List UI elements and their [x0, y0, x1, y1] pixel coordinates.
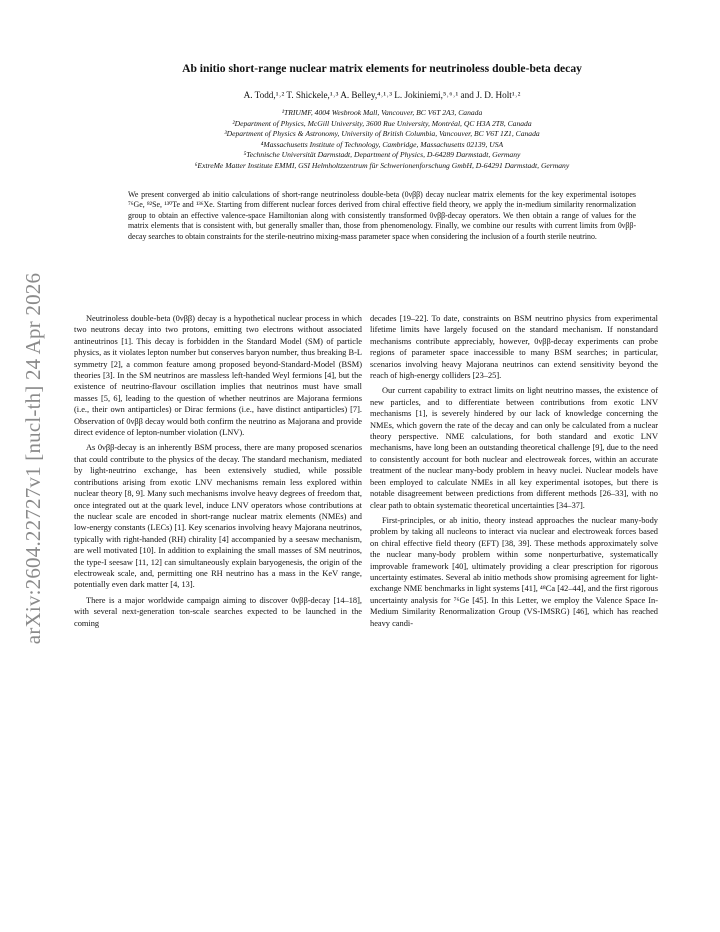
paragraph: As 0νββ-decay is an inherently BSM process, there are many proposed scenarios that could contribute to the physics of the decay. The standard mechanism, mediated by light-neutrino exchange, has been extensively studied, while possible contributions arising from exotic LNV mechanisms remain less explored within nuclear theory [8, 9]. Many such mechanisms involve heavy degrees of freedom that, once integrated out at the quark level, induce LNV operators whose contributions at the nuclear scale are encoded in short-range nuclear matrix elements (NMEs) and low-energy constants (LECs) [1]. Key scenarios involving heavy Majorana neutrinos, typically with right-handed (RH) chirality [4] accompanied by a seesaw mechanism, are well motivated [10]. In addition to explaining the small masses of SM neutrinos, the type-I seesaw [11, 12] can simultaneously explain baryogenesis, the origin of the electroweak scale, and, permitting one RH neutrino has a mass in the KeV range, potentially even dark matter [4, 13]. [74, 443, 362, 590]
affiliation-4: ⁴Massachusetts Institute of Technology, Cambridge, Massachusetts 02139, USA [260, 139, 504, 149]
affiliation-3: ³Department of Physics & Astronomy, University of British Columbia, Vancouver, BC V6T 1Z1, Canada [224, 129, 540, 139]
body-column-right [370, 313, 658, 633]
paragraph: There is a major worldwide campaign aiming to discover 0νββ-decay [14–18], with several next-generation ton-scale searches expected to be launched in the coming [74, 595, 362, 628]
affiliation-5: ⁵Technische Universität Darmstadt, Department of Physics, D-64289 Darmstadt, Germany [243, 150, 521, 160]
abstract: We present converged ab initio calculations of short-range neutrinoless double-beta (0νββ) decay nuclear matrix elements for the key experimental isotopes ⁷⁶Ge, ⁸²Se, ¹³⁰Te and ¹³⁶Xe. Starting from different nuclear forces derived from chiral effective field theory, we apply the in-medium similarity renormalization group to obtain an effective valence-space Hamiltonian along with consistently transformed 0νββ-decay operators. We then obtain a range of values for the matrix elements that is consistent with, but generally smaller than, those from phenomenology. Finally, we combine our results with current limits from 0νββ-decay searches to obtain constraints for the sterile-neutrino mixing-mass parameter space when considering the inclusion of a fourth sterile neutrino. [128, 190, 636, 241]
paragraph: decades [19–22]. To date, constraints on BSM neutrino physics from experimental lifetime limits have largely focused on the standard mechanism. If nonstandard mechanisms contribute appreciably, however, 0νββ-decay experiments can probe regions of parameter space inaccessible to many BSM searches; in particular, scenarios involving heavy Majorana neutrinos can extend sensitivity beyond the reach of high-energy colliders [23–25]. [370, 314, 658, 381]
affiliation-1: ¹TRIUMF, 4004 Wesbrook Mall, Vancouver, BC V6T 2A3, Canada [281, 108, 483, 117]
paper-title: Ab initio short-range nuclear matrix elements for neutrinoless double-beta decay [182, 62, 582, 75]
paragraph: First-principles, or ab initio, theory instead approaches the nuclear many-body problem by taking all nucleons to interact via nuclear and electroweak forces based on chiral effective field theory (EFT) [38, 39]. These methods approximately solve the nuclear many-body problem within some nonperturbative, systematically improvable framework [40], ultimately providing a clear prescription for rigorous uncertainty estimates. Several ab initio methods show promising agreement for light-exchange NME benchmarks in light systems [41], ⁴⁸Ca [42–44], and the first rigorous uncertainty analysis for ⁷⁶Ge [45]. In this Letter, we employ the Valence Space In-Medium Similarity Renormalization Group (VS-IMSRG) [46], which has reached heavy candi- [370, 515, 658, 628]
paragraph: Our current capability to extract limits on light neutrino masses, the existence of new particles, and to differentiate between contributions from exotic LNV mechanisms [1], is severely hindered by our lack of knowledge concerning the NMEs, which govern the rate of the decay and can only be calculated from a nuclear theory perspective. NME calculations, for both standard and exotic LNV mechanisms, have long been an outstanding theoretical challenge [9], due to the need to consistently account for both nuclear and electroweak forces, within an accurate treatment of the nuclear many-body problem in heavy nuclei. Nuclear models have been employed to calculate NMEs in all key experimental isotopes, but there is notable disagreement between predictions from different methods [26–33], with no clear path to obtain systematic theoretical uncertainties [34–37]. [370, 386, 658, 510]
author-list: A. Todd,¹˒² T. Shickele,¹˒³ A. Belley,⁴˒¹˒³ L. Jokiniemi,⁵˒⁶˒¹ and J. D. Holt¹˒² [243, 90, 521, 100]
arxiv-id-text: arXiv:2604.22727v1 [nucl-th] 24 Apr 2026 [21, 272, 46, 644]
body-column-left [74, 313, 362, 633]
affiliations [58, 108, 706, 172]
affiliation-6: ⁶ExtreMe Matter Institute EMMI, GSI Helmholtzzentrum für Schwerionenforschung GmbH, D-64291 Darmstadt, Germany [194, 160, 570, 170]
affiliation-2: ²Department of Physics, McGill University, 3600 Rue University, Montréal, QC H3A 2T8, Canada [232, 118, 532, 128]
paragraph: Neutrinoless double-beta (0νββ) decay is a hypothetical nuclear process in which two neutrons decay into two protons, emitting two electrons without associated antineutrinos [1]. This decay is forbidden in the Standard Model (SM) of particle physics, as it violates lepton number but conserves baryon number, thus breaking B-L symmetry [2], a common feature among proposed beyond-Standard-Model (BSM) theories [3]. In the SM neutrinos are massless left-handed Weyl fermions [4], but the existence of neutrino-flavour oscillation implies that neutrinos must have small masses [5, 6], leading to the question of whether neutrinos are Majorana fermions (i.e., their own antiparticles) or Dirac fermions (i.e., have distinct antiparticles) [7]. Observation of 0νββ decay would both confirm the neutrino as Majorana and provide direct evidence of lepton-number violation (LNV). [74, 314, 362, 438]
arxiv-stamp [14, 258, 54, 658]
